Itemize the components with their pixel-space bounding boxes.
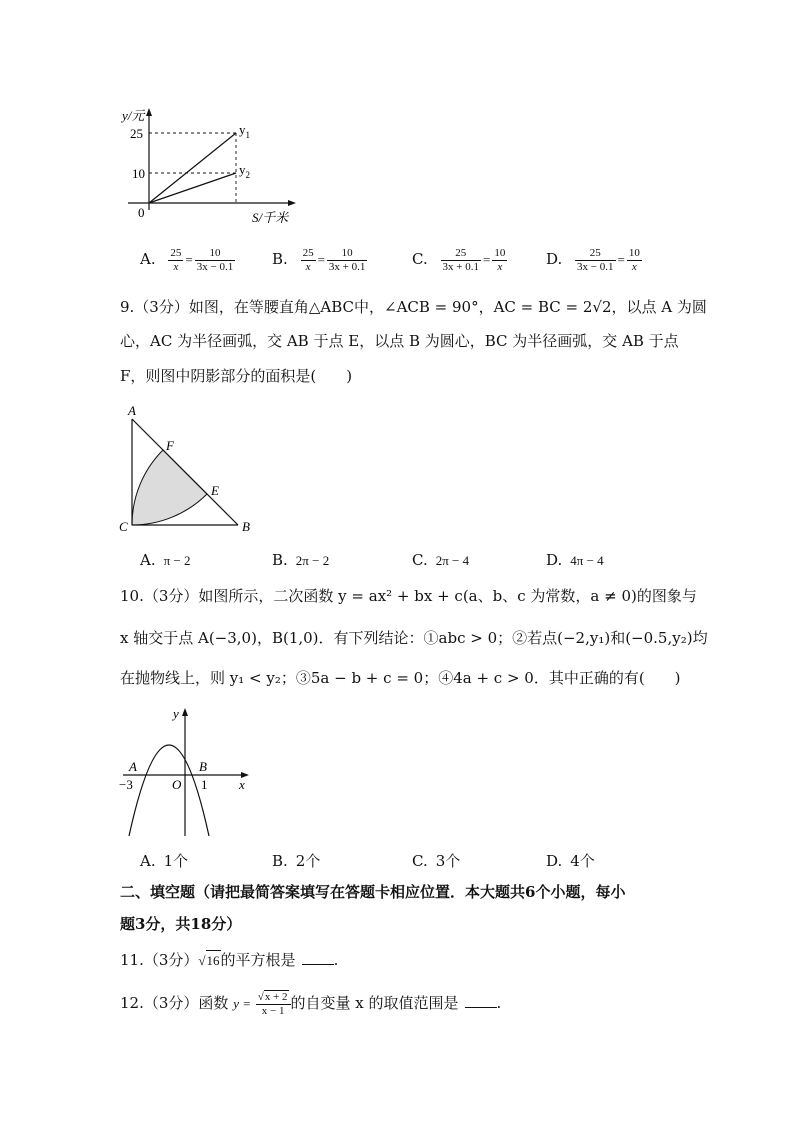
point-a: A [128, 403, 136, 418]
section-heading-cont: 题3分，共18分） [120, 915, 242, 933]
q10-option-d[interactable] [546, 848, 595, 874]
frac-num: √x + 2 [256, 990, 291, 1005]
option-label: A. [140, 250, 156, 268]
q9-line-3: F，则图中阴影部分的面积是( ) [120, 367, 353, 385]
frac-den: x [173, 260, 179, 273]
q11-prefix: 11.（3分） [120, 951, 199, 969]
q10-option-b[interactable] [272, 848, 320, 874]
option-label: A. [140, 852, 156, 870]
q11-suffix: 的平方根是 [220, 951, 296, 969]
y-axis-label: y [173, 706, 179, 721]
q11-end: . [333, 951, 339, 969]
q12-numerator: x + 2 [264, 991, 288, 1003]
q8-option-d[interactable]: D. $\frac{25}{3x - 0.1}$ = $\frac{10}{x}$ [546, 246, 640, 273]
q11: 11.（3分）√16的平方根是 . [120, 951, 339, 969]
origin-label: 0 [138, 205, 145, 220]
option-label: B. [272, 250, 288, 268]
y-axis-label: y/元 [122, 108, 145, 123]
q12-lhs: y = [233, 996, 251, 1011]
section-heading: 二、填空题（请把最简答案填写在答题卡相应位置．本大题共6个小题，每小 [120, 883, 626, 901]
q9-figure [115, 403, 265, 539]
q12-prefix: 12.（3分）函数 [120, 994, 229, 1012]
point-e: E [211, 483, 219, 498]
frac-num: 25 [575, 247, 615, 261]
tick-25: 25 [130, 126, 143, 141]
answer-blank[interactable] [302, 950, 334, 965]
frac-num: 10 [195, 247, 235, 261]
answer-blank[interactable] [465, 993, 497, 1008]
q11-radicand: 16 [206, 950, 221, 971]
parabola [129, 745, 209, 836]
point-b: B [199, 759, 207, 774]
frac-den: 3x + 0.1 [442, 260, 479, 273]
point-a: A [129, 759, 137, 774]
q10-option-a[interactable] [140, 848, 188, 874]
option-value: 2个 [295, 852, 321, 870]
tick-10: 10 [132, 166, 145, 181]
q9-option-b[interactable] [272, 547, 329, 574]
point-f: F [166, 438, 174, 453]
point-c: C [119, 519, 128, 534]
q8-option-a[interactable]: A. $\frac{25}{x}$ = $\frac{10}{3x - 0.1}$ [140, 246, 234, 273]
tick-neg3: −3 [119, 777, 133, 792]
frac-num: 25 [302, 246, 314, 259]
frac-den: 3x + 0.1 [328, 260, 366, 273]
option-value: 3个 [435, 852, 461, 870]
q9-option-c[interactable] [412, 547, 469, 574]
point-b: B [242, 519, 250, 534]
q10-line-2: x 轴交于点 A(−3,0)，B(1,0)．有下列结论：①abc > 0；②若点(−2,y₁)和(−0.5,y₂)均 [120, 629, 708, 647]
q9-option-a[interactable] [140, 547, 191, 574]
option-value: 2π − 2 [295, 553, 330, 568]
q12-suffix: 的自变量 x 的取值范围是 [290, 994, 459, 1012]
option-label: C. [412, 250, 428, 268]
option-label: D. [546, 852, 563, 870]
q9-option-d[interactable] [546, 547, 604, 574]
frac-den: 3x − 0.1 [196, 260, 234, 273]
option-value: π − 2 [163, 553, 191, 568]
option-label: D. [546, 551, 563, 569]
option-value: 1个 [163, 852, 189, 870]
frac-num: 10 [327, 247, 367, 261]
q12-end: . [496, 994, 502, 1012]
option-value: 2π − 4 [435, 553, 470, 568]
frac-den: x [497, 260, 503, 273]
option-value: 4个 [570, 852, 595, 870]
label-y1: $y_1$ [239, 122, 250, 140]
q8-option-b[interactable]: B. $\frac{25}{x}$ = $\frac{10}{3x + 0.1}$ [272, 246, 366, 273]
frac-den: x [631, 260, 637, 273]
label-y2: $y_2$ [239, 162, 250, 180]
q12 [120, 990, 501, 1018]
q10-option-c[interactable] [412, 848, 460, 874]
x-axis-label: x [239, 777, 245, 792]
q8-figure [120, 100, 310, 228]
option-label: B. [272, 551, 288, 569]
option-value: 4π − 4 [570, 553, 604, 568]
option-label: C. [412, 551, 428, 569]
tick-1: 1 [201, 777, 208, 792]
frac-num: 25 [170, 246, 182, 259]
option-label: A. [140, 551, 156, 569]
frac-den: 3x − 0.1 [577, 260, 614, 273]
option-label: B. [272, 852, 288, 870]
frac-num: 10 [494, 246, 506, 259]
shaded-region [132, 450, 207, 525]
line-y1 [149, 133, 236, 203]
q9-line-1: 9.（3分）如图，在等腰直角△ABC中，∠ACB = 90°，AC = BC = 2√2，以点 A 为圆 [120, 298, 707, 316]
q10-line-1: 10.（3分）如图所示，二次函数 y = ax² + bx + c(a、b、c 为常数，a ≠ 0)的图象与 [120, 587, 697, 605]
line-y2 [149, 173, 236, 203]
option-label: D. [546, 250, 563, 268]
origin-label: O [172, 777, 182, 792]
frac-num: 10 [628, 246, 640, 259]
q10-figure [115, 704, 255, 840]
frac-den: x [305, 260, 311, 273]
q8-option-c[interactable]: C. $\frac{25}{3x + 0.1}$ = $\frac{10}{x}$ [412, 246, 506, 273]
frac-num: 25 [441, 247, 481, 261]
q9-line-2: 心，AC 为半径画弧，交 AB 于点 E，以点 B 为圆心，BC 为半径画弧，交 AB 于点 [120, 332, 679, 350]
q10-line-3: 在抛物线上，则 y₁ < y₂；③5a − b + c = 0；④4a + c > 0．其中正确的有( ) [120, 669, 681, 687]
option-label: C. [412, 852, 428, 870]
x-axis-label: S/千米 [252, 210, 289, 225]
q12-denominator: x − 1 [261, 1005, 285, 1017]
